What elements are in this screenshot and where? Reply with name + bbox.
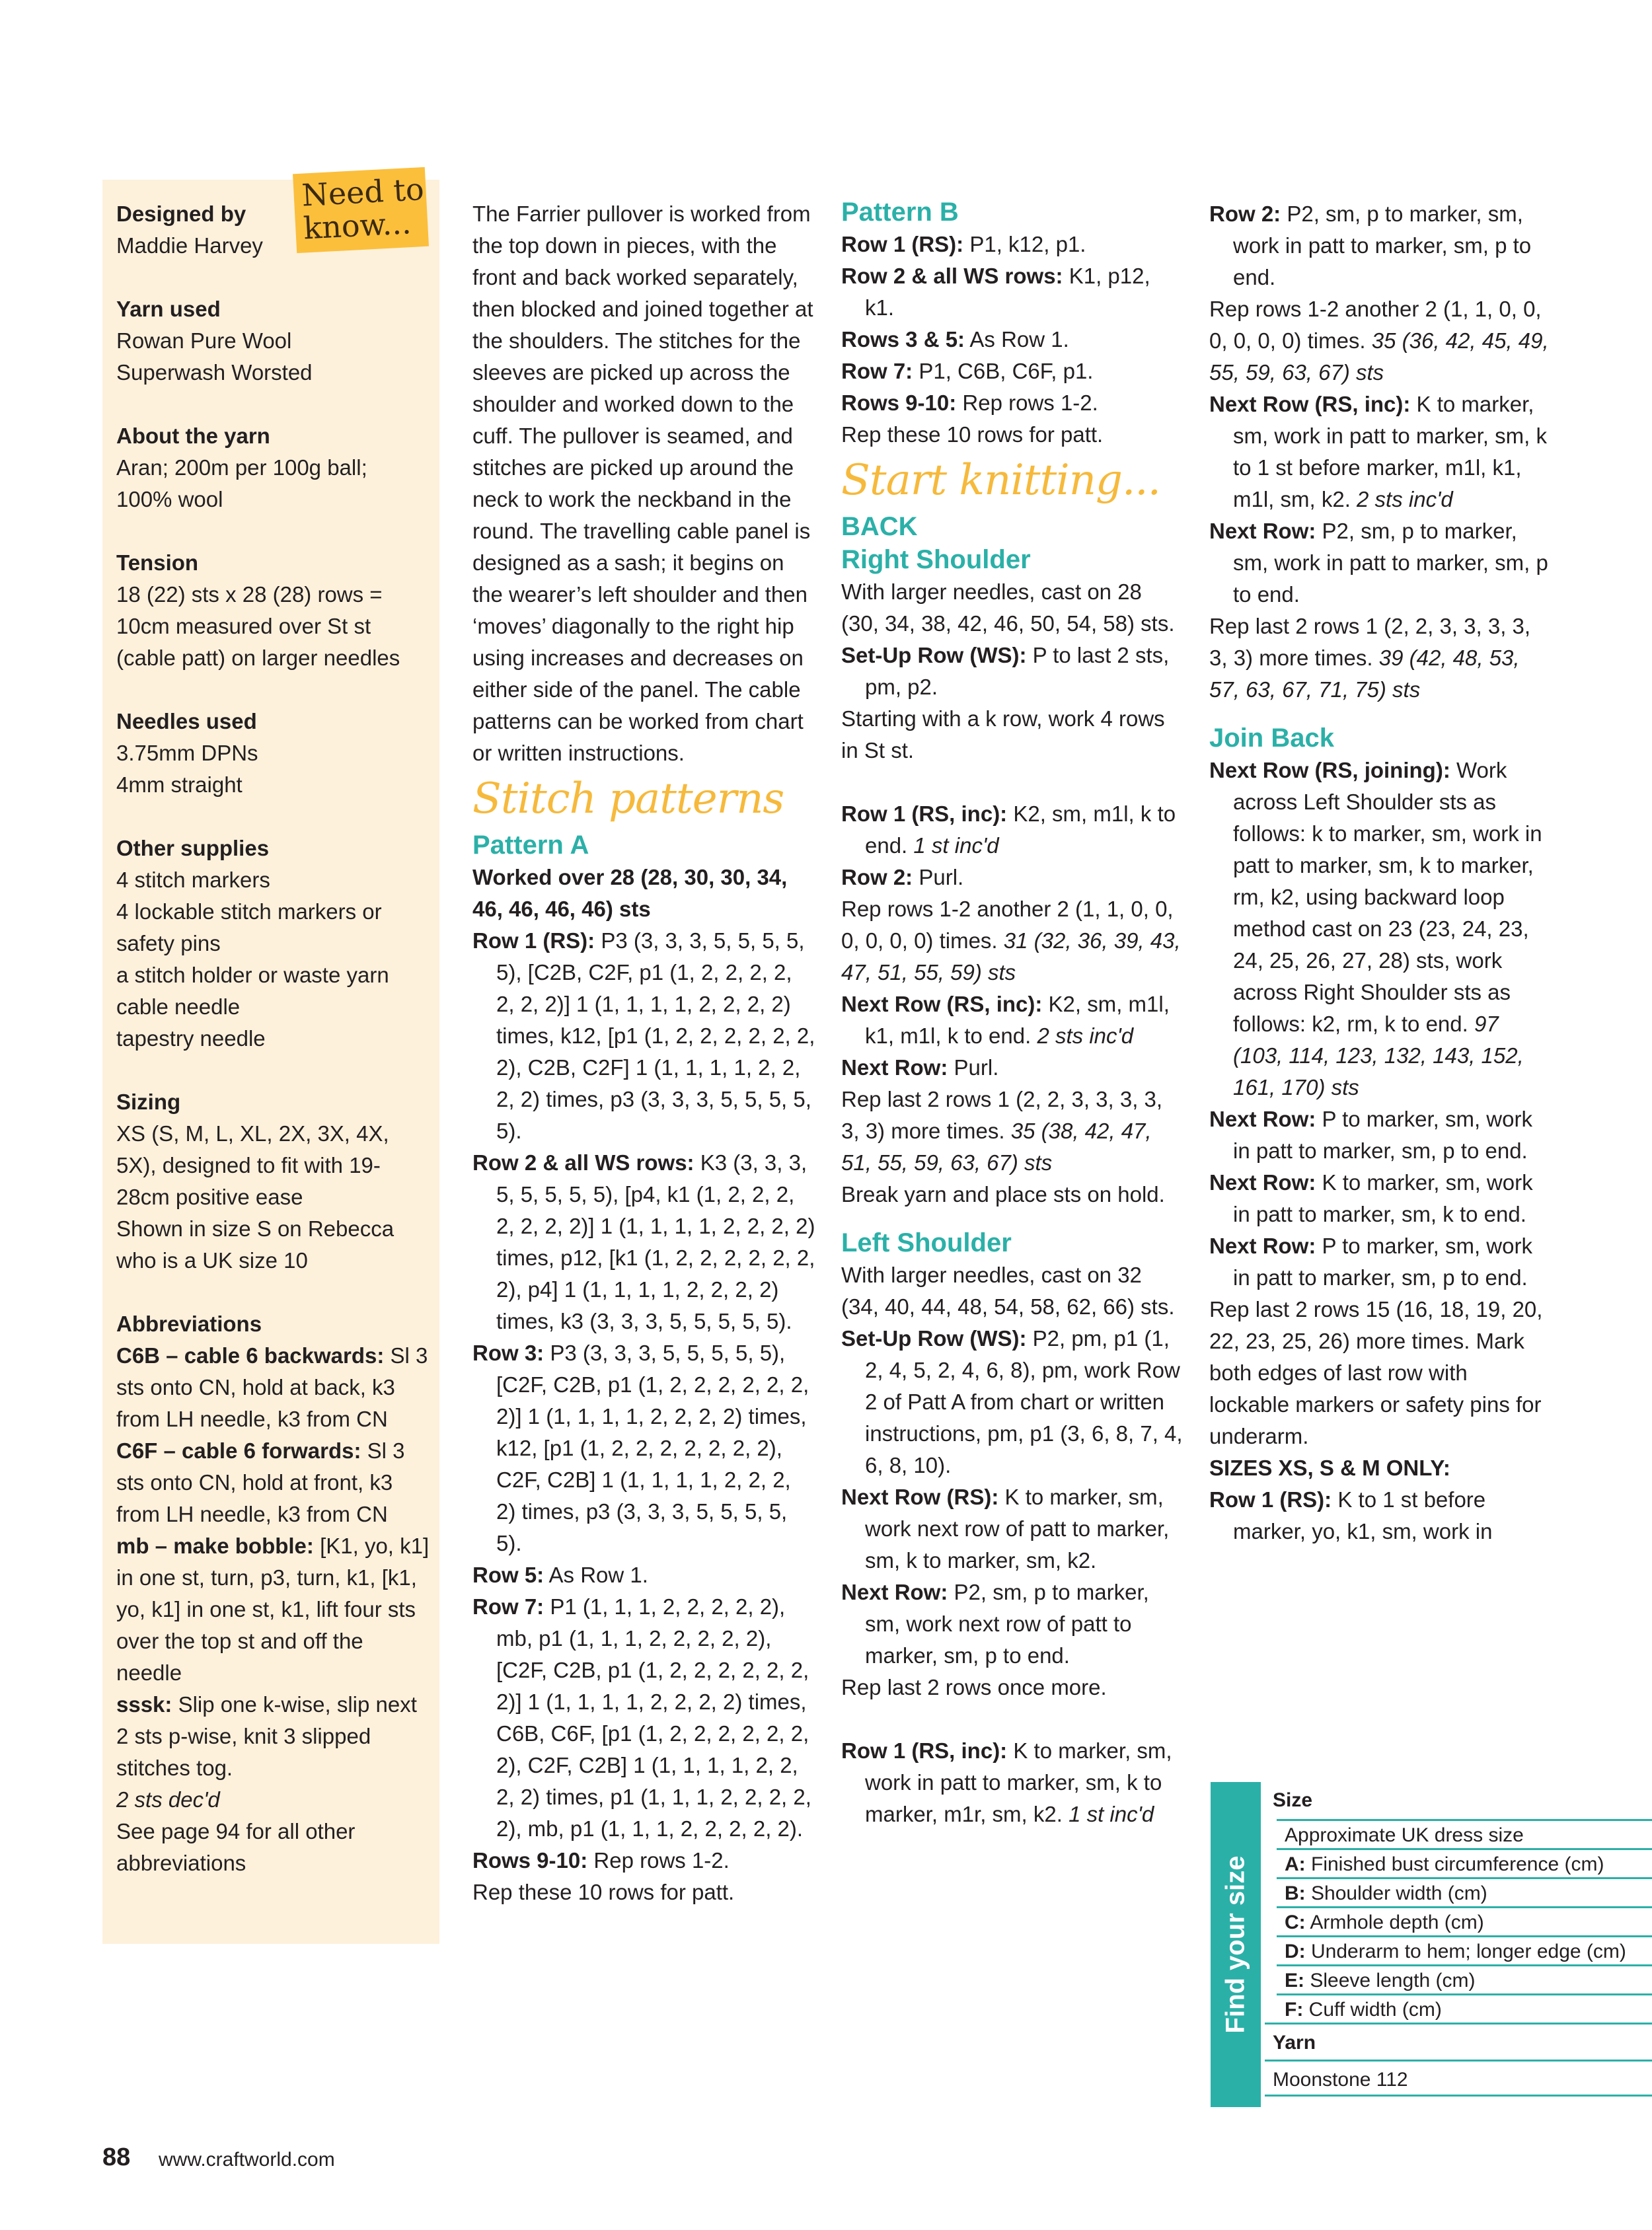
column-join [1209, 198, 1553, 1547]
join-back-heading: Join Back [1209, 724, 1334, 753]
see-page-note: See page 94 for all other abbreviations [116, 1819, 356, 1875]
rs-setup-row: Set-Up Row (WS): P to last 2 sts, pm, p2. [841, 643, 1170, 699]
needles-label: Needles used [116, 709, 257, 733]
stitch-patterns-heading: Stitch patterns [472, 774, 784, 823]
supplies-line: 4 stitch markers [116, 868, 270, 892]
website-url: www.craftworld.com [159, 2149, 335, 2171]
abbrev-mb: mb – make bobble: [K1, yo, k1] in one st, turn, p3, turn, k1, [k1, yo, k1] in one st, k1, lift four sts over the top st and off the needle [116, 1534, 430, 1685]
pattern-a-row: Rows 9-10: Rep rows 1-2. [472, 1848, 730, 1873]
size-table-rows [1265, 1782, 1652, 2097]
pattern-b-row: Row 2 & all WS rows: K1, p12, k1. [841, 264, 1150, 320]
abbreviations-label: Abbreviations [116, 1312, 262, 1336]
ls-cast-on: With larger needles, cast on 32 (34, 40, 44, 48, 54, 58, 62, 66) sts. [841, 1263, 1175, 1319]
needles-line: 4mm straight [116, 772, 243, 797]
pattern-b-row: Rows 3 & 5: As Row 1. [841, 327, 1069, 352]
ls-repeat: Rep last 2 rows once more. [841, 1675, 1107, 1699]
sidebar-content [116, 198, 433, 1879]
find-your-size-table [1211, 1782, 1652, 2107]
need-to-know-tag: Need to know... [293, 167, 429, 253]
rs-row: Row 1 (RS, inc): K2, sm, m1l, k to end. 1 st inc'd [841, 801, 1176, 858]
column-back [841, 196, 1185, 1830]
pattern-a-row: Row 1 (RS): P3 (3, 3, 3, 5, 5, 5, 5, 5), [C2B, C2F, p1 (1, 2, 2, 2, 2, 2, 2, 2)] 1 (1, 1, 1, 1, 2, 2, 2, 2) times, k12, [p1 (1, 2, 2, 2, 2, 2, 2, 2), C2B, C2F] 1 (1, 1, 1, 1, 2, 2, 2, 2) times, p3 (3, 3, 3, 5, 5, 5, 5, 5). [472, 928, 815, 1143]
size-yarn-value: Moonstone 112 [1265, 2060, 1652, 2097]
rs-row: Next Row: Purl. [841, 1055, 999, 1080]
rs-start: Starting with a k row, work 4 rows in St st. [841, 706, 1165, 762]
supplies-line: a stitch holder or waste yarn [116, 963, 389, 987]
tension-line: (cable patt) on larger needles [116, 646, 400, 670]
size-yarn-header: Yarn [1265, 2023, 1652, 2060]
sizes-heading: SIZES XS, S & M ONLY: [1209, 1456, 1450, 1480]
pattern-a-row: Row 5: As Row 1. [472, 1563, 648, 1587]
sizing-line: who is a UK size 10 [116, 1248, 308, 1273]
join-row: Next Row: P to marker, sm, work in patt to marker, sm, p to end. [1209, 1234, 1532, 1290]
designer-name: Maddie Harvey [116, 233, 263, 258]
join-row: Next Row: K to marker, sm, work in patt to marker, sm, k to end. [1209, 1170, 1533, 1226]
tension-label: Tension [116, 550, 199, 575]
sizing-line: XS (S, M, L, XL, 2X, 3X, 4X, [116, 1121, 389, 1146]
about-yarn-label: About the yarn [116, 424, 270, 448]
page-number: 88 [102, 2143, 131, 2171]
ls-row: Row 1 (RS, inc): K to marker, sm, work in patt to marker, sm, k to marker, m1r, sm, k2. 1 st inc'd [841, 1738, 1172, 1826]
rs-cast-on: With larger needles, cast on 28 (30, 34, 38, 42, 46, 50, 54, 58) sts. [841, 579, 1175, 636]
abbrev-c6f: C6F – cable 6 forwards: Sl 3 sts onto CN, hold at front, k3 from LH needle, k3 from CN [116, 1438, 405, 1526]
pattern-b-row: Row 7: P1, C6B, C6F, p1. [841, 359, 1094, 383]
size-row-f: F: Cuff width (cm) [1277, 1993, 1652, 2023]
ls-repeat: Rep rows 1-2 another 2 (1, 1, 0, 0, 0, 0, 0, 0) times. 35 (36, 42, 45, 49, 55, 59, 63, 67) sts [1209, 297, 1549, 385]
size-row-a: A: Finished bust circumference (cm) [1277, 1848, 1652, 1877]
sizes-row: Row 1 (RS): K to 1 st before marker, yo, k1, sm, work in [1209, 1487, 1493, 1543]
pattern-a-worked-over: Worked over 28 (28, 30, 30, 34, 46, 46, 46, 46) sts [472, 865, 788, 921]
rs-break: Break yarn and place sts on hold. [841, 1182, 1165, 1207]
join-row: Next Row: P to marker, sm, work in patt to marker, sm, p to end. [1209, 1107, 1532, 1163]
sizing-line: Shown in size S on Rebecca [116, 1216, 394, 1241]
yarn-used-line: Superwash Worsted [116, 360, 313, 385]
yarn-used-label: Yarn used [116, 297, 221, 321]
abbrev-c6b: C6B – cable 6 backwards: Sl 3 sts onto CN, hold at back, k3 from LH needle, k3 from CN [116, 1343, 428, 1431]
sizing-line: 28cm positive ease [116, 1185, 303, 1209]
pattern-a-heading: Pattern A [472, 831, 589, 860]
size-row-c: C: Armhole depth (cm) [1277, 1906, 1652, 1935]
size-row-d: D: Underarm to hem; longer edge (cm) [1277, 1935, 1652, 1964]
start-knitting-heading: Start knitting... [841, 456, 1160, 505]
ls-row: Next Row: P2, sm, p to marker, sm, work next row of patt to marker, sm, p to end. [841, 1580, 1149, 1668]
supplies-line: 4 lockable stitch markers or [116, 899, 382, 924]
ls-row: Set-Up Row (WS): P2, pm, p1 (1, 2, 4, 5, 2, 4, 6, 8), pm, work Row 2 of Patt A from chart or written instructions, pm, p1 (3, 6, 8, 7, 4, 6, 8, 10). [841, 1326, 1183, 1477]
pattern-a-row: Row 7: P1 (1, 1, 1, 2, 2, 2, 2, 2), mb, p1 (1, 1, 1, 2, 2, 2, 2, 2), [C2F, C2B, p1 (1, 2, 2, 2, 2, 2, 2, 2)] 1 (1, 1, 1, 1, 2, 2, 2, 2) times, C6B, C6F, [p1 (1, 2, 2, 2, 2, 2, 2, 2), C2F, C2B] 1 (1, 1, 1, 1, 2, 2, 2, 2) times, p1 (1, 1, 1, 2, 2, 2, 2, 2), mb, p1 (1, 1, 1, 2, 2, 2, 2, 2). [472, 1594, 811, 1841]
sizing-line: 5X), designed to fit with 19- [116, 1153, 381, 1177]
size-header: Size [1273, 1789, 1313, 1811]
tension-line: 10cm measured over St st [116, 614, 371, 638]
designed-label: Designed by [116, 202, 246, 226]
size-row-b: B: Shoulder width (cm) [1277, 1877, 1652, 1906]
supplies-label: Other supplies [116, 836, 270, 860]
size-row-uk: Approximate UK dress size [1277, 1819, 1652, 1848]
ls-row: Next Row: P2, sm, p to marker, sm, work in patt to marker, sm, p to end. [1209, 519, 1548, 607]
tension-line: 18 (22) sts x 28 (28) rows = [116, 582, 383, 607]
pattern-b-row: Row 1 (RS): P1, k12, p1. [841, 232, 1086, 256]
intro-text: The Farrier pullover is worked from the top down in pieces, with the front and back worked separately, then blocked and joined together at the shoulders. The stitches for the sleeves are picked up across the shoulder and worked down to the cuff. The pullover is seamed, and stitches are picked up around the neck to work the neckband in the round. The travelling cable panel is designed as a sash; it begins on the wearer’s left shoulder and then ‘moves’ diagonally to the right hip using increases and decreases on either side of the panel. The cable patterns can be worked from chart or written instructions. [472, 202, 813, 765]
ls-row: Row 2: P2, sm, p to marker, sm, work in patt to marker, sm, p to end. [1209, 202, 1532, 289]
ls-row: Next Row (RS, inc): K to marker, sm, work in patt to marker, sm, k to 1 st before marker, m1l, k1, m1l, sm, k2. 2 sts inc'd [1209, 392, 1547, 511]
pattern-a-repeat: Rep these 10 rows for patt. [472, 1880, 735, 1904]
needles-line: 3.75mm DPNs [116, 741, 258, 765]
size-row-e: E: Sleeve length (cm) [1277, 1964, 1652, 1993]
sizing-label: Sizing [116, 1090, 181, 1114]
ls-repeat: Rep last 2 rows 1 (2, 2, 3, 3, 3, 3, 3, 3) more times. 39 (42, 48, 53, 57, 63, 67, 71, 75) sts [1209, 614, 1531, 702]
pattern-a-row: Row 3: P3 (3, 3, 3, 5, 5, 5, 5, 5), [C2F, C2B, p1 (1, 2, 2, 2, 2, 2, 2, 2)] 1 (1, 1, 1, 1, 2, 2, 2, 2) times, k12, [p1 (1, 2, 2, 2, 2, 2, 2, 2), C2F, C2B] 1 (1, 1, 1, 1, 2, 2, 2, 2) times, p3 (3, 3, 3, 5, 5, 5, 5, 5). [472, 1341, 809, 1555]
pattern-a-row: Row 2 & all WS rows: K3 (3, 3, 3, 5, 5, 5, 5, 5), [p4, k1 (1, 2, 2, 2, 2, 2, 2, 2)] 1 (1, 1, 1, 1, 2, 2, 2, 2) times, p12, [k1 (1, 2, 2, 2, 2, 2, 2, 2), p4] 1 (1, 1, 1, 1, 2, 2, 2, 2) times, k3 (3, 3, 3, 5, 5, 5, 5, 5). [472, 1150, 815, 1333]
supplies-line: safety pins [116, 931, 221, 955]
ls-row: Next Row (RS): K to marker, sm, work next row of patt to marker, sm, k to marker, sm, k2. [841, 1485, 1170, 1573]
find-your-size-tab: Find your size [1211, 1782, 1261, 2107]
rs-repeat: Rep last 2 rows 1 (2, 2, 3, 3, 3, 3, 3, 3) more times. 35 (38, 42, 47, 51, 55, 59, 63, 67) sts [841, 1087, 1163, 1175]
rs-repeat: Rep rows 1-2 another 2 (1, 1, 0, 0, 0, 0, 0, 0) times. 31 (32, 36, 39, 43, 47, 51, 55, 59) sts [841, 897, 1181, 985]
join-repeat: Rep last 2 rows 15 (16, 18, 19, 20, 22, 23, 25, 26) more times. Mark both edges of last row with lockable markers or safety pins for underarm. [1209, 1297, 1543, 1448]
pattern-b-row: Rows 9-10: Rep rows 1-2. [841, 390, 1098, 415]
back-heading: BACK [841, 512, 918, 541]
left-shoulder-heading: Left Shoulder [841, 1228, 1012, 1257]
rs-row: Next Row (RS, inc): K2, sm, m1l, k1, m1l, k to end. 2 sts inc'd [841, 992, 1170, 1048]
about-yarn-line: Aran; 200m per 100g ball; [116, 455, 367, 480]
right-shoulder-heading: Right Shoulder [841, 545, 1031, 574]
pattern-b-heading: Pattern B [841, 198, 959, 227]
about-yarn-line: 100% wool [116, 487, 223, 511]
rs-row: Row 2: Purl. [841, 865, 964, 889]
supplies-line: cable needle [116, 994, 241, 1019]
sssk-note: 2 sts dec'd [116, 1787, 220, 1812]
join-row: Next Row (RS, joining): Work across Left Shoulder sts as follows: k to marker, sm, work in patt to marker, sm, k to marker, rm, k2, using backward loop method cast on 23 (23, 24, 23, 24, 25, 26, 27, 28) sts, work across Right Shoulder sts as follows: k2, rm, k to end. 97 (103, 114, 123, 132, 143, 152, 161, 170) sts [1209, 758, 1542, 1099]
pattern-b-repeat: Rep these 10 rows for patt. [841, 422, 1104, 447]
yarn-used-line: Rowan Pure Wool [116, 328, 292, 353]
abbrev-sssk: sssk: Slip one k-wise, slip next 2 sts p-wise, knit 3 slipped stitches tog. [116, 1692, 417, 1780]
column-intro [472, 198, 816, 1908]
supplies-line: tapestry needle [116, 1026, 266, 1051]
